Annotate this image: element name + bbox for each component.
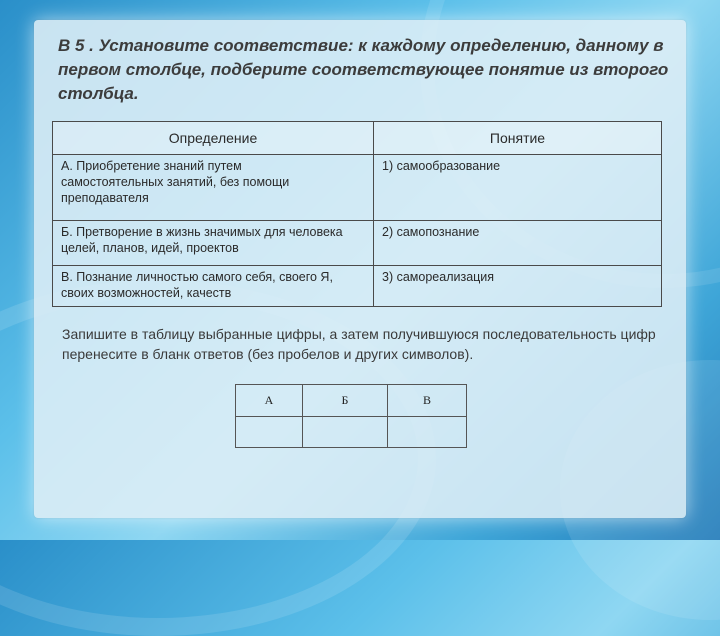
matching-table	[52, 121, 662, 307]
definition-line: В. Познание личностью самого себя, своего Я,	[61, 270, 333, 284]
answer-table	[235, 384, 467, 448]
answer-header-v: В	[388, 385, 467, 417]
definition-line: А. Приобретение знаний путем	[61, 159, 242, 173]
table-row	[53, 221, 662, 266]
answer-value-row	[236, 417, 467, 448]
instruction-text: Запишите в таблицу выбранные цифры, а затем получившуюся последовательность цифр перенесите в бланк ответов (без пробелов и других символов).	[62, 326, 656, 362]
answer-cell-b[interactable]	[303, 417, 388, 448]
answer-cell-v[interactable]	[388, 417, 467, 448]
task-title: В 5 . Установите соответствие: к каждому определению, данному в первом столбце, подберите соответствующее понятие из второго столбца.	[58, 36, 669, 103]
definition-cell	[53, 221, 374, 266]
definition-cell	[53, 266, 374, 307]
answer-cell-a[interactable]	[236, 417, 303, 448]
header-definition: Определение	[53, 122, 374, 155]
definition-line: преподавателя	[61, 191, 149, 205]
answer-header-a: А	[236, 385, 303, 417]
answer-header-row	[236, 385, 467, 417]
table-row	[53, 266, 662, 307]
definition-line: своих возможностей, качеств	[61, 286, 232, 300]
definition-line: самостоятельных занятий, без помощи	[61, 175, 290, 189]
answer-header-b: Б	[303, 385, 388, 417]
header-concept: Понятие	[374, 122, 662, 155]
concept-cell: 1) самообразование	[374, 155, 662, 221]
table-row	[53, 155, 662, 221]
definition-cell	[53, 155, 374, 221]
definition-line: целей, планов, идей, проектов	[61, 241, 239, 255]
concept-cell: 3) самореализация	[374, 266, 662, 307]
concept-cell: 2) самопознание	[374, 221, 662, 266]
definition-line: Б. Претворение в жизнь значимых для человека	[61, 225, 343, 239]
table-header-row	[53, 122, 662, 155]
